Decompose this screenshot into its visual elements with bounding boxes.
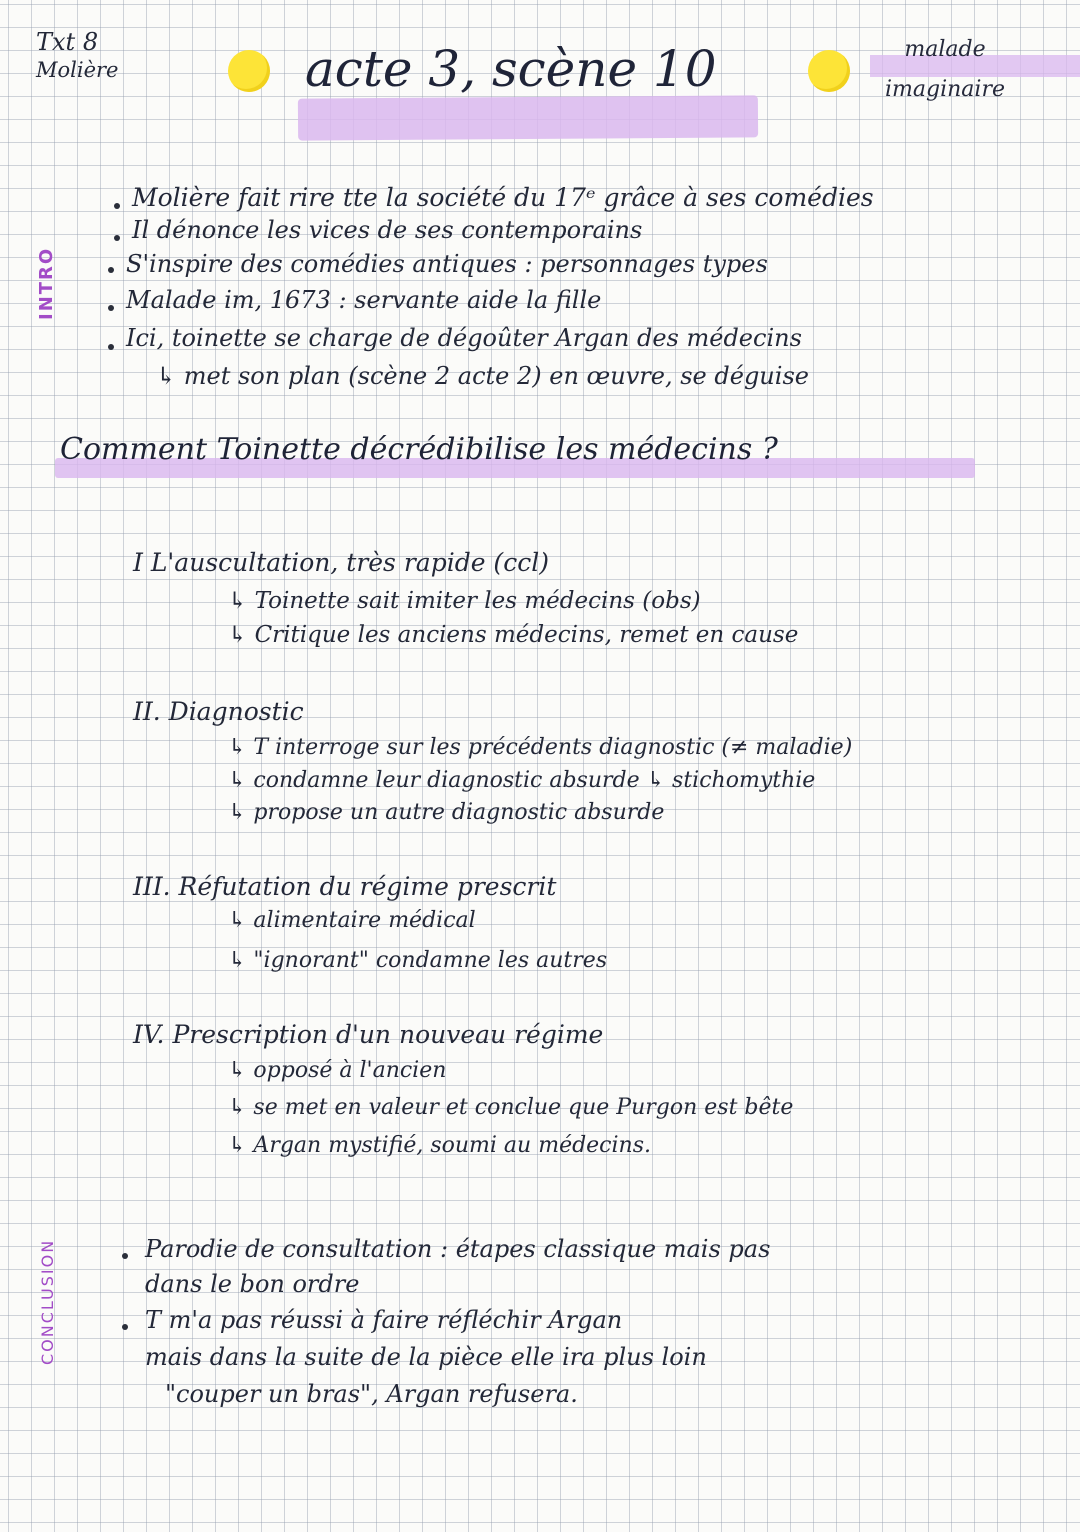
intro-line-5: Ici, toinette se charge de dégoûter Argan des médecins [126, 324, 802, 352]
header-right-note [870, 30, 1020, 110]
yellow-dot-left [228, 50, 270, 92]
conclusion-bullet [122, 1253, 128, 1259]
intro-line-6: ↳ met son plan (scène 2 acte 2) en œuvre, se déguise [156, 362, 809, 390]
part-3-item: ↳ alimentaire médical [228, 908, 476, 933]
yellow-dot-right [808, 50, 850, 92]
part-4-heading: IV. Prescription d'un nouveau régime [133, 1020, 604, 1049]
part-4-item: ↳ opposé à l'ancien [228, 1058, 447, 1083]
part-4-item: ↳ se met en valeur et conclue que Purgon est bête [228, 1095, 794, 1120]
conclusion-line-2: dans le bon ordre [145, 1270, 360, 1298]
part-2-heading: II. Diagnostic [133, 697, 304, 726]
part-2-item: ↳ propose un autre diagnostic absurde [228, 800, 665, 825]
conclusion-line-4: mais dans la suite de la pièce elle ira plus loin [145, 1343, 707, 1371]
intro-line-1: Molière fait rire tte la société du 17ᵉ grâce à ses comédies [132, 183, 874, 212]
intro-line-2: Il dénonce les vices de ses contemporains [132, 216, 643, 244]
part-4-item: ↳ Argan mystifié, soumi au médecins. [228, 1133, 651, 1158]
intro-bullet [108, 267, 114, 273]
side-label-intro: INTRO [36, 246, 57, 320]
part-1-heading: I L'auscultation, très rapide (ccl) [133, 548, 549, 577]
part-2-item: ↳ T interroge sur les précédents diagnostic (≠ maladie) [228, 735, 853, 760]
part-3-item: ↳ "ignorant" condamne les autres [228, 948, 608, 973]
intro-line-4: Malade im, 1673 : servante aide la fille [126, 286, 602, 314]
intro-line-3: S'inspire des comédies antiques : personnages types [126, 250, 768, 278]
intro-bullet [114, 235, 120, 241]
part-1-item: ↳ Toinette sait imiter les médecins (obs) [228, 588, 701, 614]
intro-bullet [114, 203, 120, 209]
header-right-note-line-2: imaginaire [885, 77, 1005, 102]
conclusion-line-5: "couper un bras", Argan refusera. [165, 1380, 578, 1408]
side-label-conclusion: CONCLUSION [38, 1238, 57, 1365]
title-highlight [298, 95, 758, 140]
header-left-note-line-2: Molière [36, 58, 119, 82]
problematique: Comment Toinette décrédibilise les médecins ? [60, 432, 778, 467]
header-left-note [36, 28, 118, 84]
intro-bullet [108, 305, 114, 311]
header-right-note-line-1: malade [904, 37, 986, 62]
header-left-note-line-1: Txt 8 [36, 28, 99, 56]
part-1-item: ↳ Critique les anciens médecins, remet en cause [228, 622, 799, 648]
intro-bullet [108, 344, 114, 350]
conclusion-line-3: T m'a pas réussi à faire réfléchir Argan [145, 1306, 623, 1334]
conclusion-line-1: Parodie de consultation : étapes classique mais pas [145, 1235, 771, 1263]
part-2-item: ↳ condamne leur diagnostic absurde ↳ stichomythie [228, 768, 816, 793]
conclusion-bullet [122, 1324, 128, 1330]
page-title: acte 3, scène 10 [305, 40, 717, 98]
part-3-heading: III. Réfutation du régime prescrit [133, 872, 557, 901]
